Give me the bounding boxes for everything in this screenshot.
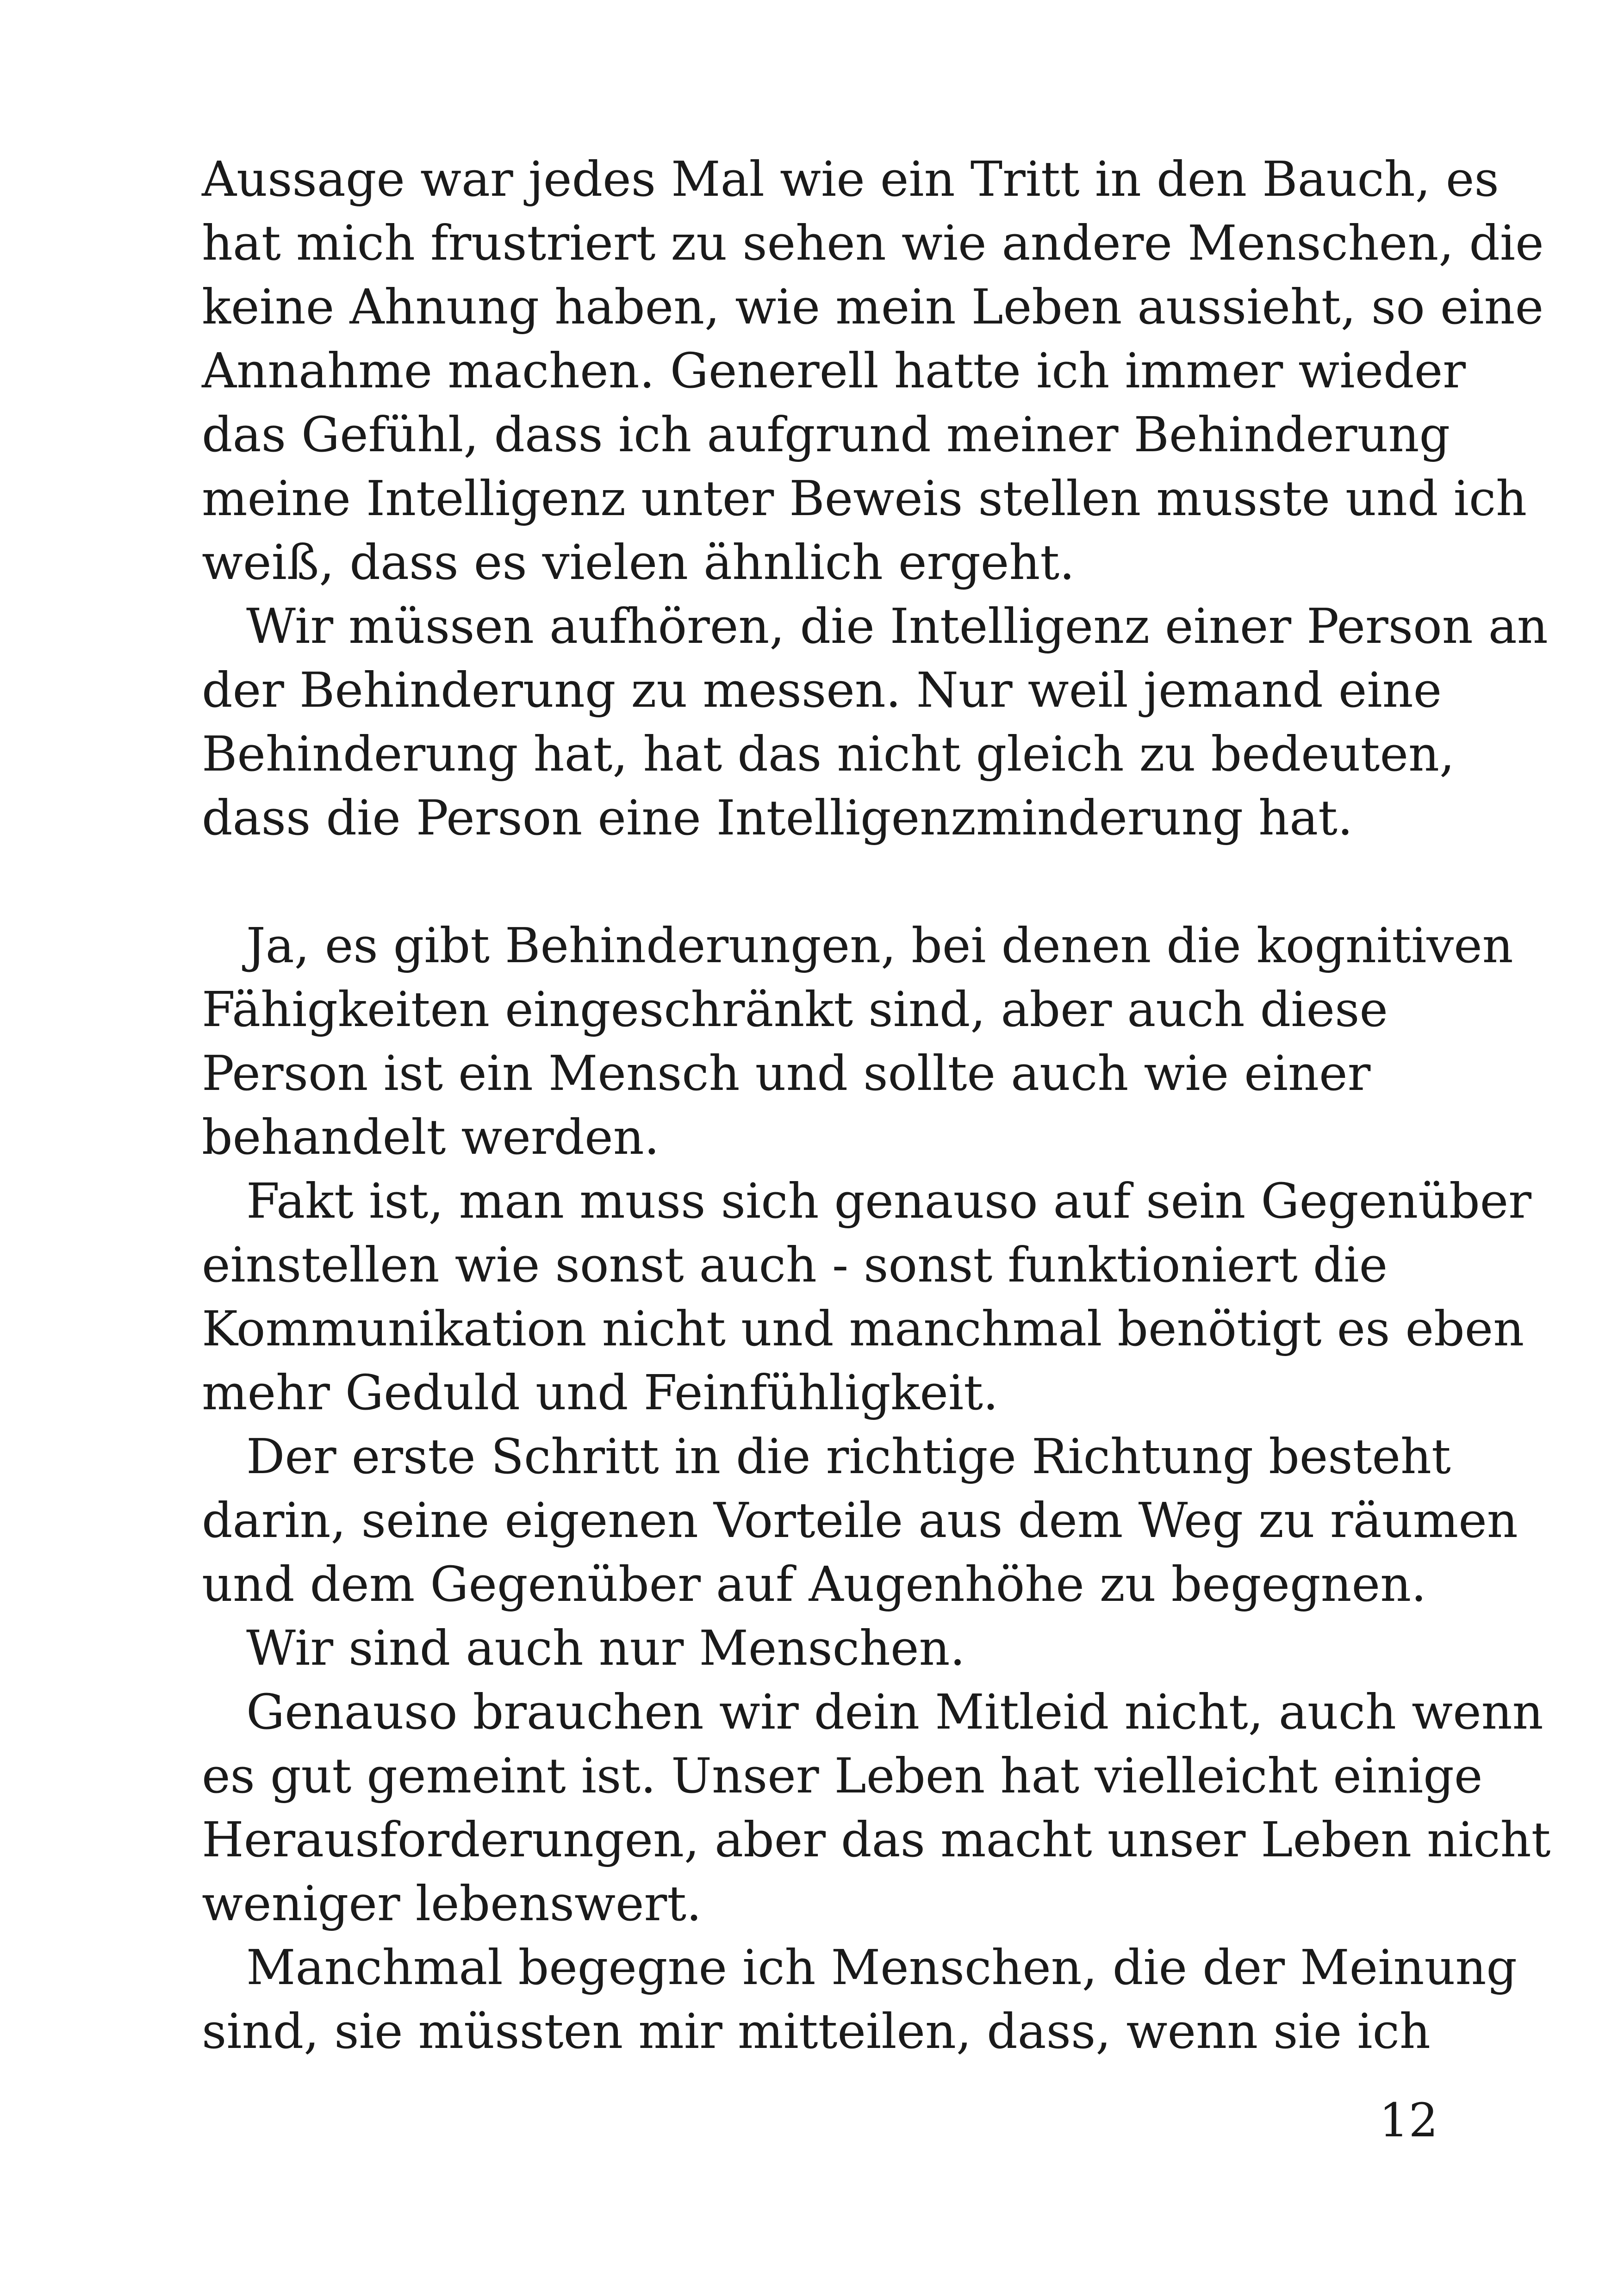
page-number: 12 xyxy=(1379,2093,1438,2147)
text-line: Behinderung hat, hat das nicht gleich zu bedeuten, xyxy=(202,726,1455,782)
page-body xyxy=(202,147,1551,2063)
text-line: sind, sie müssten mir mitteilen, dass, wenn sie ich xyxy=(202,2003,1431,2060)
paragraph-1 xyxy=(202,147,1544,594)
text-line: darin, seine eigenen Vorteile aus dem Weg zu räumen xyxy=(202,1492,1518,1549)
paragraph-7 xyxy=(202,1680,1551,1935)
text-line: weniger lebenswert. xyxy=(202,1875,702,1932)
text-line: Genauso brauchen wir dein Mitleid nicht, auch wenn xyxy=(246,1684,1543,1740)
text-line: das Gefühl, dass ich aufgrund meiner Behinderung xyxy=(202,406,1450,463)
paragraph-6 xyxy=(202,1616,1442,1680)
text-line: Wir müssen aufhören, die Intelligenz einer Person an xyxy=(246,598,1548,654)
text-line: Wir sind auch nur Menschen. xyxy=(246,1620,965,1676)
text-line: Herausforderungen, aber das macht unser Leben nicht xyxy=(202,1811,1551,1868)
text-line: Der erste Schritt in die richtige Richtung besteht xyxy=(246,1428,1451,1485)
text-line: hat mich frustriert zu sehen wie andere Menschen, die xyxy=(202,215,1544,271)
text-line: der Behinderung zu messen. Nur weil jemand eine xyxy=(202,662,1442,718)
section-break xyxy=(202,850,1442,914)
text-line: Annahme machen. Generell hatte ich immer wieder xyxy=(202,342,1466,399)
text-line: weiß, dass es vielen ähnlich ergeht. xyxy=(202,534,1075,591)
text-line: Fähigkeiten eingeschränkt sind, aber auch diese xyxy=(202,981,1388,1038)
text-line: Aussage war jedes Mal wie ein Tritt in den Bauch, es xyxy=(202,151,1499,207)
paragraph-5 xyxy=(202,1425,1518,1616)
text-line: dass die Person eine Intelligenzminderung hat. xyxy=(202,790,1353,846)
text-line: behandelt werden. xyxy=(202,1109,660,1165)
text-line: Ja, es gibt Behinderungen, bei denen die kognitiven xyxy=(246,917,1513,974)
text-line: meine Intelligenz unter Beweis stellen musste und ich xyxy=(202,470,1527,527)
text-line: es gut gemeint ist. Unser Leben hat vielleicht einige xyxy=(202,1748,1483,1804)
text-line: Kommunikation nicht und manchmal benötigt es eben xyxy=(202,1300,1525,1357)
text-line: keine Ahnung haben, wie mein Leben aussieht, so eine xyxy=(202,279,1544,335)
text-line: Fakt ist, man muss sich genauso auf sein Gegenüber xyxy=(246,1173,1531,1229)
paragraph-3 xyxy=(202,914,1513,1169)
text-line: und dem Gegenüber auf Augenhöhe zu begegnen. xyxy=(202,1556,1427,1612)
paragraph-8 xyxy=(202,1935,1517,2063)
text-line: einstellen wie sonst auch - sonst funktioniert die xyxy=(202,1237,1388,1293)
paragraph-2 xyxy=(202,594,1548,850)
text-line: Manchmal begegne ich Menschen, die der Meinung xyxy=(246,1939,1517,1996)
text-line: Person ist ein Mensch und sollte auch wie einer xyxy=(202,1045,1371,1101)
paragraph-4 xyxy=(202,1169,1531,1425)
text-line: mehr Geduld und Feinfühligkeit. xyxy=(202,1364,999,1421)
